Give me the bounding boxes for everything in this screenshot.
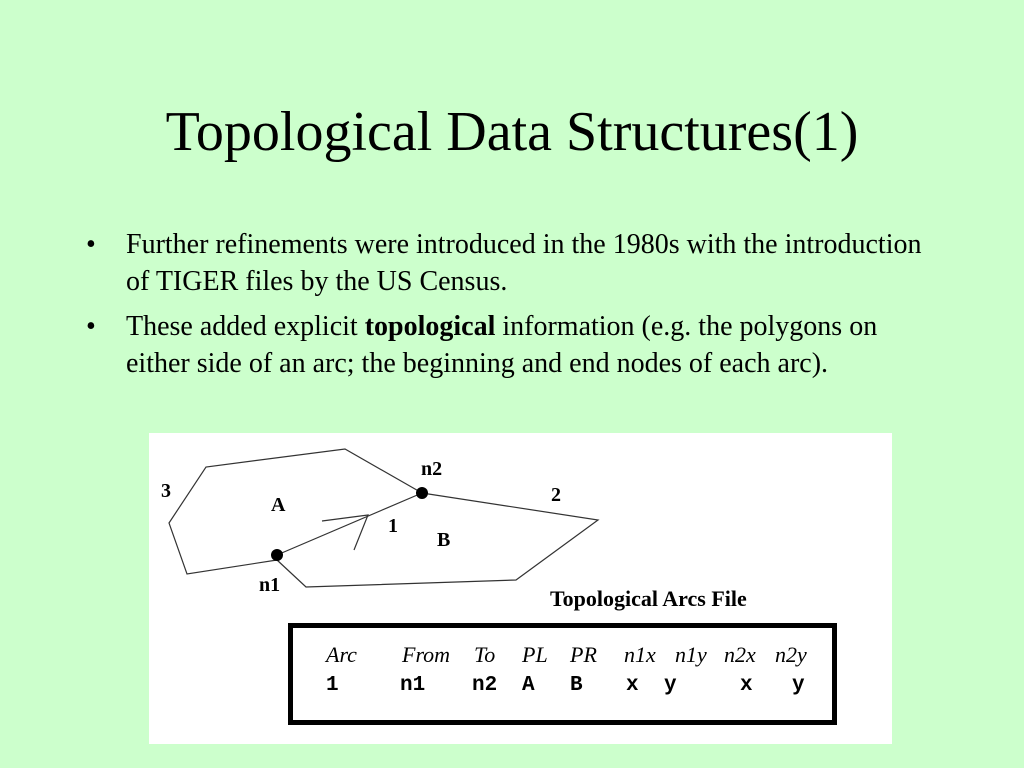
bullet-text-continued: information (e.g. the polygons on either side of an arc; the beginning and end nodes of each arc).: [126, 311, 878, 379]
header-n1x: n1x: [624, 642, 656, 667]
label-arc-1: 1: [388, 515, 398, 537]
header-n2x: n2x: [724, 642, 756, 667]
label-arc-3: 3: [161, 480, 171, 502]
arc-1-line: [277, 493, 422, 555]
header-n1y: n1y: [675, 642, 707, 667]
bullet-bold-term: topological: [364, 311, 496, 342]
label-node-n2: n2: [421, 458, 443, 480]
table-caption: Topological Arcs File: [550, 586, 747, 611]
header-pl: PL: [522, 642, 548, 667]
cell-pr: B: [570, 674, 583, 697]
bullet-dot: •: [86, 229, 96, 260]
label-node-n1: n1: [259, 574, 281, 593]
header-from: From: [402, 642, 451, 667]
cell-to: n2: [472, 674, 498, 697]
label-arc-2: 2: [551, 484, 561, 506]
bullet-item: [86, 226, 946, 300]
arc-3-line: [169, 449, 422, 574]
cell-from: n1: [400, 674, 426, 697]
cell-n2x: x: [740, 674, 753, 697]
header-n2y: n2y: [775, 642, 807, 667]
node-n2-dot: [416, 487, 428, 499]
slide-title: Topological Data Structures(1): [165, 101, 859, 163]
cell-pl: A: [522, 674, 535, 697]
arc-diagram: [149, 433, 892, 593]
label-polygon-b: B: [437, 529, 451, 551]
cell-n1x: x: [626, 674, 639, 697]
cell-n1y: y: [664, 674, 677, 697]
header-to: To: [474, 642, 496, 667]
label-polygon-a: A: [271, 494, 286, 516]
topology-figure: [149, 433, 892, 744]
bullet-dot: •: [86, 311, 96, 342]
bullet-text: Further refinements were introduced in the 1980s with the introduction of TIGER files by the US Census.: [126, 229, 922, 297]
bullet-item: [86, 308, 946, 382]
header-arc: Arc: [326, 642, 357, 667]
header-pr: PR: [570, 642, 597, 667]
node-n1-dot: [271, 549, 283, 561]
cell-arc: 1: [326, 674, 339, 697]
arcs-table: [288, 623, 837, 725]
bullet-text: These added explicit: [126, 311, 365, 342]
bullet-list: [86, 226, 946, 390]
cell-n2y: y: [792, 674, 805, 697]
